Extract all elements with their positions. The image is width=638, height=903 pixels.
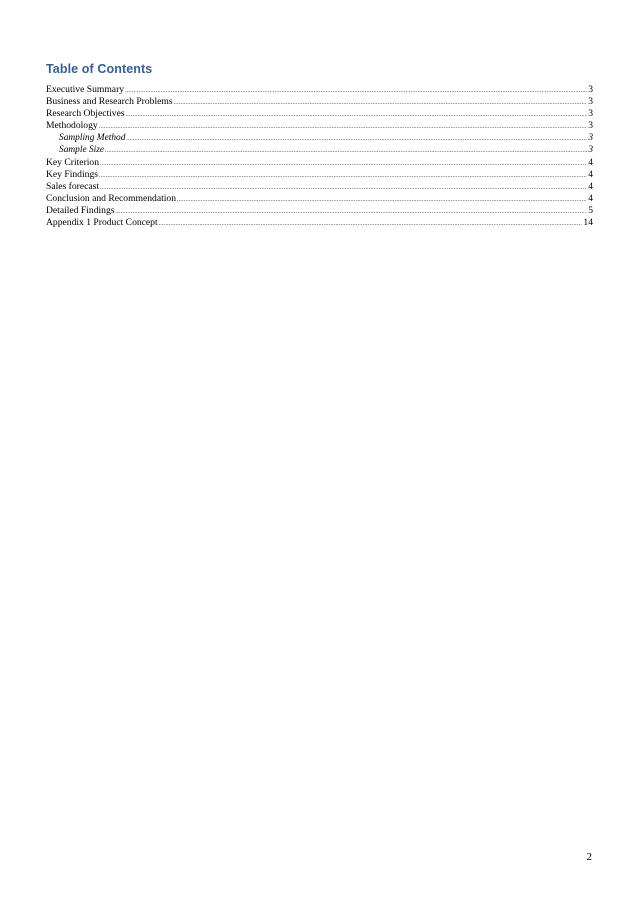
toc-subentry[interactable]: [46, 144, 593, 156]
toc-entry-label: Appendix 1 Product Concept: [46, 217, 158, 229]
toc-leader-dots: [174, 97, 588, 109]
toc-leader-dots: [99, 170, 587, 182]
toc-entry-page: 14: [583, 217, 593, 229]
toc-entry[interactable]: [46, 181, 593, 193]
toc-leader-dots: [177, 194, 587, 206]
toc-entry-label: Conclusion and Recommendation: [46, 192, 177, 204]
toc-entry[interactable]: [46, 84, 593, 96]
toc-entry[interactable]: [46, 96, 593, 108]
toc-list: [46, 84, 593, 229]
toc-entry[interactable]: [46, 120, 593, 132]
toc-leader-dots: [99, 121, 588, 133]
toc-entry-page: 4: [588, 168, 593, 180]
toc-entry-page: 4: [588, 192, 593, 204]
toc-entry-label: Sales forecast: [46, 180, 100, 192]
toc-entry-page: 4: [588, 180, 593, 192]
toc-entry-page: 5: [588, 204, 593, 216]
toc-entry-label: Executive Summary: [46, 84, 125, 95]
toc-entry-page: 3: [588, 120, 593, 132]
toc-entry-label: Research Objectives: [46, 108, 125, 120]
toc-entry[interactable]: [46, 205, 593, 217]
toc-leader-dots: [115, 206, 587, 218]
toc-leader-dots: [126, 109, 588, 121]
page-number: 2: [586, 851, 592, 863]
toc-entry[interactable]: [46, 169, 593, 181]
toc-entry-label: Sample Size: [59, 145, 105, 156]
toc-leader-dots: [125, 85, 587, 97]
toc-title: Table of Contents: [46, 62, 153, 76]
toc-entry-page: 3: [588, 145, 593, 156]
toc-leader-dots: [126, 133, 587, 145]
toc-entry[interactable]: [46, 108, 593, 120]
toc-entry-label: Key Criterion: [46, 156, 100, 168]
toc-entry[interactable]: [46, 193, 593, 205]
toc-entry-label: Detailed Findings: [46, 204, 115, 216]
toc-entry-label: Business and Research Problems: [46, 96, 173, 108]
toc-entry[interactable]: [46, 157, 593, 169]
toc-entry[interactable]: [46, 217, 593, 229]
toc-subentry[interactable]: [46, 132, 593, 144]
toc-entry-page: 3: [588, 108, 593, 120]
toc-entry-label: Key Findings: [46, 168, 98, 180]
toc-entry-page: 3: [588, 84, 593, 95]
toc-entry-label: Sampling Method: [59, 133, 126, 144]
toc-leader-dots: [159, 218, 583, 230]
toc-entry-page: 3: [588, 133, 593, 144]
toc-entry-label: Methodology: [46, 120, 98, 132]
toc-leader-dots: [100, 158, 587, 170]
toc-entry-page: 4: [588, 156, 593, 168]
toc-entry-page: 3: [588, 96, 593, 108]
toc-leader-dots: [105, 145, 587, 157]
